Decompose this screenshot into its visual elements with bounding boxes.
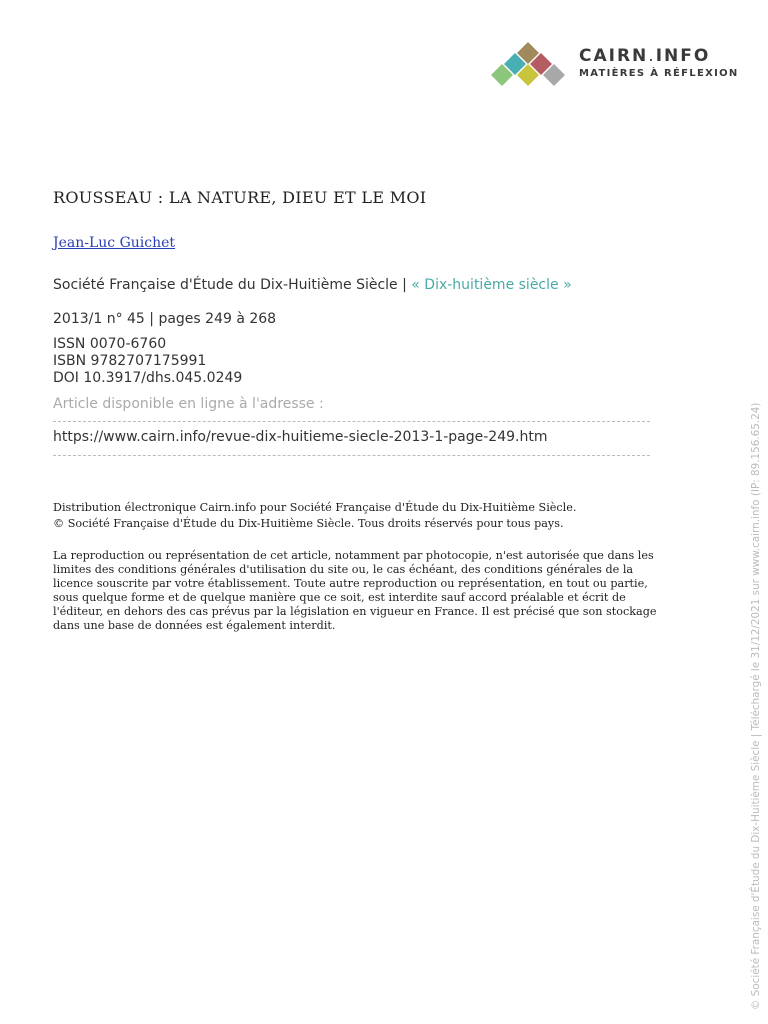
issn: ISSN 0070-6760 <box>53 336 167 352</box>
distribution-line-2: © Société Française d'Étude du Dix-Huitième Siècle. Tous droits réservés pour tous pays. <box>53 517 564 530</box>
divider-bottom <box>53 455 650 456</box>
legal-line-2: limites des conditions générales d'utilisation du site ou, le cas échéant, des conditions générales de la <box>53 563 634 576</box>
brand-dot: . <box>648 46 656 66</box>
publisher-line <box>53 277 572 293</box>
download-watermark: © Société Française d'Étude du Dix-Huitième Siècle | Téléchargé le 31/12/2021 sur www.cairn.info (IP: 89.156.65.24) <box>750 402 762 1010</box>
legal-notice <box>53 549 723 633</box>
brand-suffix: INFO <box>655 46 711 66</box>
doi: DOI 10.3917/dhs.045.0249 <box>53 370 243 386</box>
journal-link[interactable]: « Dix-huitième siècle » <box>411 277 572 293</box>
divider-top <box>53 421 650 422</box>
legal-line-5: l'éditeur, en dehors des cas prévus par la législation en vigueur en France. Il est précisé que son stockage <box>53 605 657 618</box>
brand-main: CAIRN <box>579 46 649 66</box>
legal-line-1: La reproduction ou représentation de cet article, notamment par photocopie, n'est autorisée que dans les <box>53 549 654 562</box>
article-title: ROUSSEAU : LA NATURE, DIEU ET LE MOI <box>53 188 427 207</box>
available-label: Article disponible en ligne à l'adresse : <box>53 396 324 412</box>
legal-line-3: licence souscrite par votre établissement. Toute autre reproduction ou représentation, en tout ou partie, <box>53 577 648 590</box>
distribution-notice <box>53 500 576 532</box>
legal-line-4: sous quelque forme et de quelque manière que ce soit, est interdite sauf accord préalable et écrit de <box>53 591 626 604</box>
legal-line-6: dans une base de données est également interdit. <box>53 619 336 632</box>
distribution-line-1: Distribution électronique Cairn.info pour Société Française d'Étude du Dix-Huitième Siècle. <box>53 501 577 514</box>
issue-info: 2013/1 n° 45 | pages 249 à 268 <box>53 311 277 327</box>
cairn-logo[interactable] <box>488 40 739 90</box>
isbn: ISBN 9782707175991 <box>53 353 207 369</box>
brand-name <box>579 46 710 66</box>
publisher-name: Société Française d'Étude du Dix-Huitième Siècle | <box>53 277 407 293</box>
article-url[interactable]: https://www.cairn.info/revue-dix-huitieme-siecle-2013-1-page-249.htm <box>53 429 548 445</box>
author-link[interactable]: Jean-Luc Guichet <box>53 235 176 251</box>
cairn-diamonds-icon <box>488 40 572 90</box>
brand-tagline: MATIÈRES À RÉFLEXION <box>579 68 739 79</box>
